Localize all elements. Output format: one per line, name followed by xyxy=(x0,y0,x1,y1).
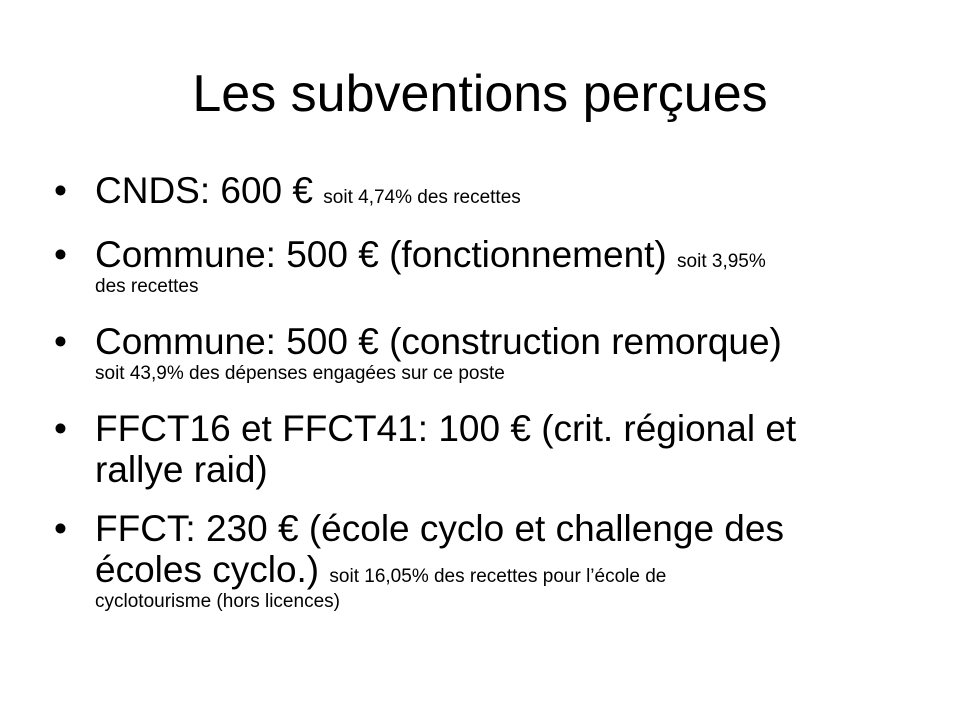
bullet-item-commune-remorque xyxy=(54,321,914,385)
bullet-main-text: FFCT16 et FFCT41: 100 € (crit. régional et xyxy=(95,408,797,449)
bullet-main-text: CNDS: 600 € xyxy=(95,170,313,211)
bullet-note: soit 43,9% des dépenses engagées sur ce poste xyxy=(95,363,505,384)
bullet-item-ffct xyxy=(54,508,914,613)
bullet-main-text: Commune: 500 € (fonctionnement) xyxy=(95,234,667,275)
bullet-main-text-continued: rallye raid) xyxy=(95,449,268,490)
bullet-item-cnds xyxy=(54,170,914,211)
bullet-list xyxy=(54,170,914,636)
bullet-icon: • xyxy=(54,408,67,449)
bullet-item-commune-fonctionnement xyxy=(54,234,914,298)
bullet-note-continued: des recettes xyxy=(95,276,199,297)
bullet-icon: • xyxy=(54,234,67,275)
bullet-icon: • xyxy=(54,508,67,549)
bullet-icon: • xyxy=(54,321,67,362)
bullet-note-continued: cyclotourisme (hors licences) xyxy=(95,591,340,612)
slide-title: Les subventions perçues xyxy=(192,65,768,123)
bullet-main-text-continued: écoles cyclo.) xyxy=(95,549,320,590)
bullet-note: soit 3,95% xyxy=(677,251,766,272)
bullet-main-text: Commune: 500 € (construction remorque) xyxy=(95,321,782,362)
bullet-item-ffct16-ffct41 xyxy=(54,408,914,490)
bullet-icon: • xyxy=(54,170,67,211)
bullet-note: soit 16,05% des recettes pour l’école de xyxy=(329,566,667,587)
bullet-note: soit 4,74% des recettes xyxy=(323,187,521,208)
bullet-main-text: FFCT: 230 € (école cyclo et challenge des xyxy=(95,508,784,549)
